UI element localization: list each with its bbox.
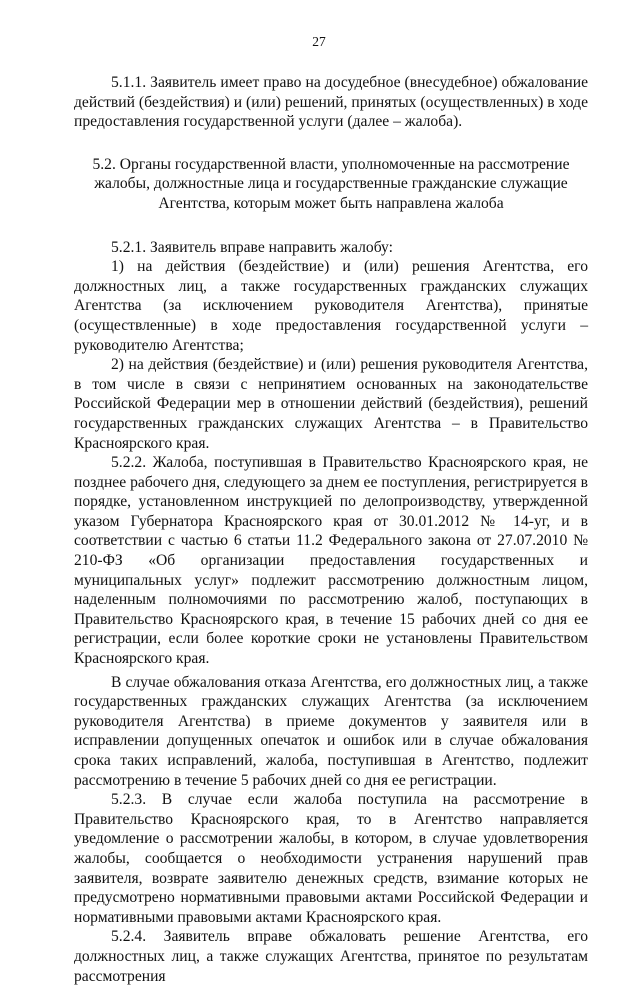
paragraph-5-2-1-intro: 5.2.1. Заявитель вправе направить жалобу: bbox=[111, 238, 393, 256]
section-heading-5-2: 5.2. Органы государственной власти, уполномоченные на рассмотрение жалобы, должностные лица и государственные гражданские служащие Агентства, которым может быть направлена жалоба bbox=[92, 155, 570, 212]
list-item-5-2-1-2: 2) на действия (бездействие) и (или) решения руководителя Агентства, в том числе в связи с непринятием основанных на законодательстве Российской Федерации мер в отношении действий (бездействия), решений государственных гражданских служащих Агентства – в Правительство Красноярского края. bbox=[74, 356, 588, 452]
list-item-5-2-1-1: 1) на действия (бездействие) и (или) решения Агентства, его должностных лиц, а также государственных гражданских служащих Агентства (за исключением руководителя Агентства), принятые (осуществленные) в ходе предоставления государственной услуги – руководителю Агентства; bbox=[74, 258, 588, 354]
paragraph-5-2-2-refusal: В случае обжалования отказа Агентства, его должностных лиц, а также государственных гражданских служащих Агентства (за исключением руководителя Агентства) в приеме документов у заявителя или в исправлении допущенных опечаток и ошибок или в случае обжалования срока таких исправлений, жалоба, поступившая в Агентство, подлежит рассмотрению в течение 5 рабочих дней со дня ее регистрации. bbox=[74, 673, 588, 789]
document-body bbox=[74, 73, 588, 986]
paragraph-5-1-1: 5.1.1. Заявитель имеет право на досудебное (внесудебное) обжалование действий (бездействия) и (или) решений, принятых (осуществленных) в ходе предоставления государственной услуги (далее – жалоба). bbox=[74, 74, 588, 131]
paragraph-5-2-4: 5.2.4. Заявитель вправе обжаловать решение Агентства, его должностных лиц, а также служащих Агентства, принятое по результатам рассмотрения bbox=[74, 928, 588, 985]
paragraph-5-2-2: 5.2.2. Жалоба, поступившая в Правительство Красноярского края, не позднее рабочего дня, следующего за днем ее поступления, регистрируется в порядке, установленном инструкцией по делопроизводству, утвержденной указом Губернатора Красноярского края от 30.01.2012 № 14-уг, и в соответствии с частью 6 статьи 11.2 Федерального закона от 27.07.2010 № 210-ФЗ «Об организации предоставления государственных и муниципальных услуг» подлежит рассмотрению должностным лицом, наделенным полномочиями по рассмотрению жалоб, поступающих в Правительство Красноярского края, в течение 15 рабочих дней со дня ее регистрации, если более короткие сроки не установлены Правительством Красноярского края. bbox=[74, 454, 588, 668]
paragraph-5-2-3: 5.2.3. В случае если жалоба поступила на рассмотрение в Правительство Красноярского края, то в Агентство направляется уведомление о рассмотрении жалобы, в котором, в случае удовлетворения жалобы, сообщается о необходимости устранения нарушений прав заявителя, возврате заявителю денежных средств, взимание которых не предусмотрено нормативными правовыми актами Российской Федерации и нормативными правовыми актами Красноярского края. bbox=[74, 791, 588, 926]
page-number: 27 bbox=[312, 34, 326, 49]
